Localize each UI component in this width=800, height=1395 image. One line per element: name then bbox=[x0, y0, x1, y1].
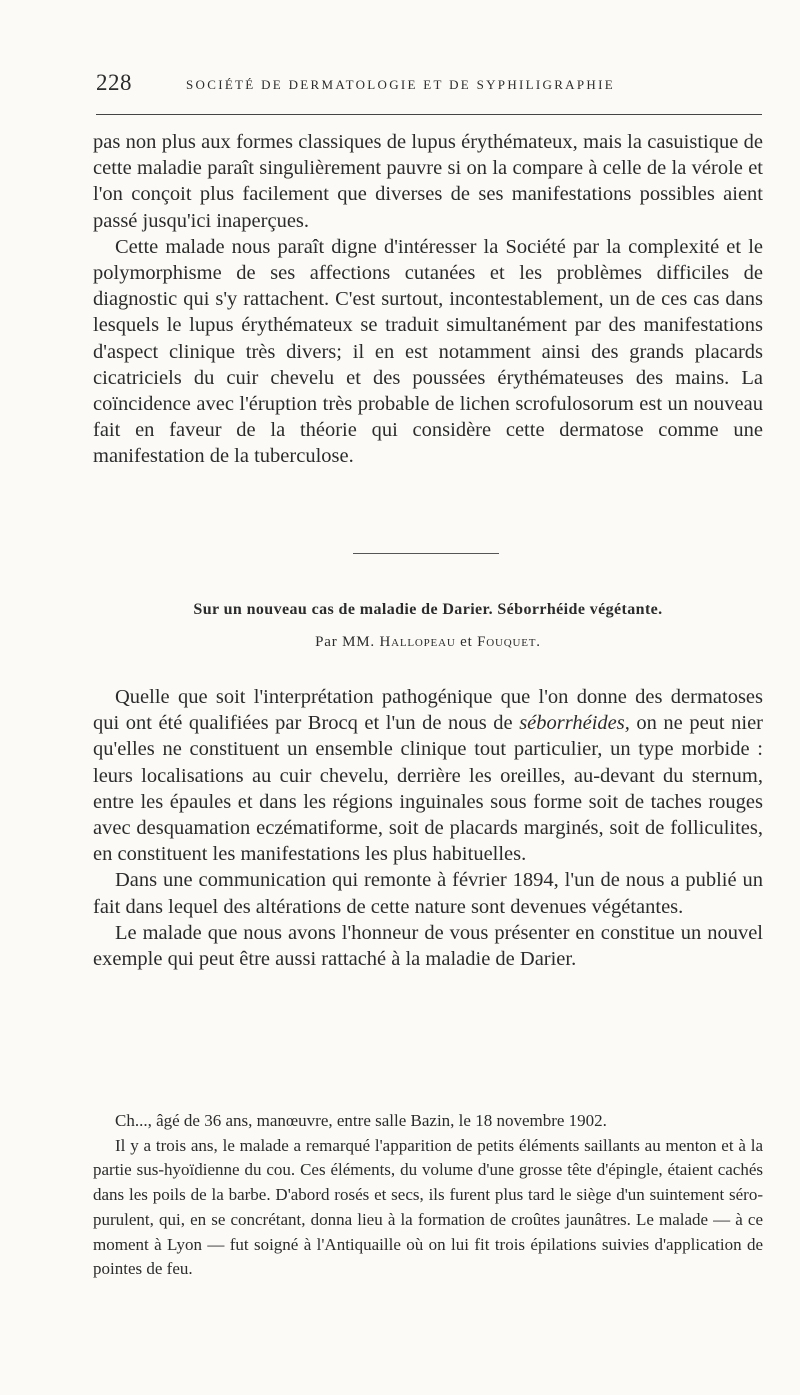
authors-prefix: Par MM. bbox=[315, 634, 375, 650]
article-paragraph bbox=[93, 684, 763, 867]
case-paragraph: Il y a trois ans, le malade a remarqué l'apparition de petits éléments saillants au menton et à la partie sus-hyoïdienne du cou. Ces éléments, du volume d'une grosse tête d'épingle, étaient cachés dans les poils de la barbe. D'abord rosés et secs, ils furent plus tard le siège d'un suintement séro-purulent, qui, en se concrétant, donna lieu à la formation de croûtes jaunâtres. Le malade — à ce moment à Lyon — fut soigné à l'Antiquaille où on lui fit trois épilations suivies d'application de pointes de feu. bbox=[93, 1135, 763, 1279]
article-paragraph: Le malade que nous avons l'honneur de vous présenter en constitue un nouvel exemple qui peut être aussi rattaché à la maladie de Darier. bbox=[93, 921, 763, 971]
intro-paragraph: Cette malade nous paraît digne d'intéresser la Société par la complexité et le polymorphisme de ses affections cutanées et les problèmes difficiles de diagnostic qui s'y rattachent. C'est surtout, incontestablement, un de ces cas dans lesquels le lupus érythémateux se traduit simultanément par des manifestations d'aspect clinique très divers; il en est notamment ainsi des grands placards cicatriciels du cuir chevelu et des poussées érythémateuses des mains. La coïncidence avec l'éruption très probable de lichen scrofulosorum est un nouveau fait en faveur de la théorie qui considère cette dermatose comme une manifestation de la tuberculose. bbox=[93, 235, 763, 468]
running-head bbox=[96, 70, 762, 102]
header-rule bbox=[96, 114, 762, 115]
author-name: Hallopeau bbox=[379, 634, 456, 650]
authors-conjunction: et bbox=[460, 634, 473, 650]
paragraph-text: Quelle que soit l'interprétation pathogénique que l'on donne des dermatoses qui ont été qualifiées par Brocq et l'un de nous de bbox=[93, 686, 763, 735]
section-title: Sur un nouveau cas de maladie de Darier. Séborrhéide végétante. bbox=[193, 601, 663, 618]
intro-text bbox=[93, 129, 763, 470]
case-paragraph: Ch..., âgé de 36 ans, manœuvre, entre salle Bazin, le 18 novembre 1902. bbox=[115, 1111, 607, 1130]
paragraph-text: on ne peut nier qu'elles ne constituent un ensemble clinique tout particulier, un type morbide : leurs localisations au cuir chevelu, derrière les oreilles, au-devant du sternum, entre les épaules et dans les régions inguinales sous forme soit de taches rouges avec desquamation eczématiforme, soit de placards marginés, soit de folliculites, en constituent les manifestations les plus habituelles. bbox=[93, 712, 764, 866]
article-paragraph: Dans une communication qui remonte à février 1894, l'un de nous a publié un fait dans lequel des altérations de cette nature sont devenues végétantes. bbox=[93, 869, 763, 918]
section-authors bbox=[88, 634, 768, 651]
page-number: 228 bbox=[96, 70, 132, 95]
author-name: Fouquet. bbox=[477, 634, 541, 650]
case-report bbox=[93, 1109, 763, 1282]
intro-paragraph-continued: pas non plus aux formes classiques de lupus érythémateux, mais la casuistique de cette maladie paraît singulièrement pauvre si on la compare à celle de la vérole et l'on conçoit plus facilement que diverses de ses manifestations possibles aient passé jusqu'ici inaperçues. bbox=[93, 131, 763, 232]
article-text bbox=[93, 684, 763, 972]
section-divider bbox=[353, 553, 499, 554]
running-title: SOCIÉTÉ DE DERMATOLOGIE ET DE SYPHILIGRAPHIE bbox=[186, 77, 615, 92]
italic-term: séborrhéides, bbox=[519, 712, 630, 735]
